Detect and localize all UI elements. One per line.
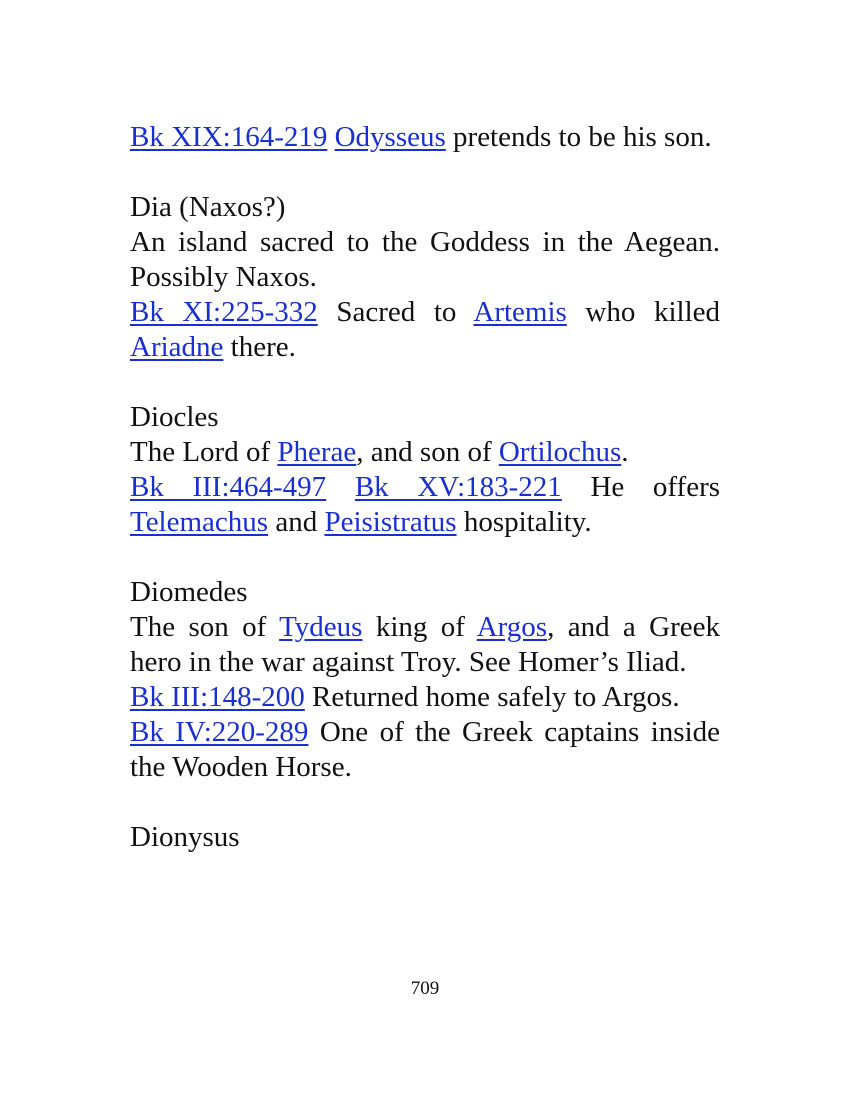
link-bk-iii-464-497[interactable]: Bk III:464-497: [130, 471, 327, 503]
entry-heading-dia: Dia (Naxos?): [130, 191, 286, 223]
entry-heading-diocles: Diocles: [130, 401, 219, 433]
link-bk-iii-148-200[interactable]: Bk III:148-200: [130, 681, 305, 713]
link-bk-xi-225-332[interactable]: Bk XI:225-332: [130, 296, 318, 328]
link-bk-iv-220-289[interactable]: Bk IV:220-289: [130, 716, 309, 748]
entry-ref-diomedes-2: Bk IV:220-289 One of the Greek captains inside the Wooden Horse.: [130, 716, 720, 783]
link-argos[interactable]: Argos: [476, 611, 548, 643]
page-number: 709: [410, 978, 440, 999]
entry-heading-dionysus: Dionysus: [130, 821, 240, 853]
entry-ref-diomedes-1: Bk III:148-200 Returned home safely to Argos.: [130, 681, 680, 713]
link-telemachus[interactable]: Telemachus: [130, 506, 269, 538]
entry-description-diomedes: The son of Tydeus king of Argos, and a Greek hero in the war against Troy. See Homer’s Iliad.: [130, 611, 721, 678]
link-odysseus[interactable]: Odysseus: [334, 121, 446, 153]
entry-heading-diomedes: Diomedes: [130, 576, 248, 608]
link-tydeus[interactable]: Tydeus: [279, 611, 363, 643]
document-body: [130, 120, 720, 855]
link-artemis[interactable]: Artemis: [473, 296, 567, 328]
link-pherae[interactable]: Pherae: [277, 436, 357, 468]
entry-ref-diocles: Bk III:464-497 Bk XV:183-221 He offers Telemachus and Peisistratus hospitality.: [130, 471, 721, 538]
entry-ref-dia: Bk XI:225-332 Sacred to Artemis who killed Ariadne there.: [130, 296, 720, 363]
link-bk-xix-164-219[interactable]: Bk XIX:164-219: [130, 121, 328, 153]
entry-text: pretends to be his son.: [453, 121, 712, 153]
link-ariadne[interactable]: Ariadne: [130, 331, 224, 363]
link-ortilochus[interactable]: Ortilochus: [498, 436, 622, 468]
entry-description-diocles: The Lord of Pherae, and son of Ortilochus.: [130, 436, 629, 468]
link-peisistratus[interactable]: Peisistratus: [324, 506, 457, 538]
entry-continuation: [130, 120, 720, 155]
entry-description-dia: An island sacred to the Goddess in the Aegean. Possibly Naxos.: [130, 226, 720, 293]
link-bk-xv-183-221[interactable]: Bk XV:183-221: [354, 471, 562, 503]
